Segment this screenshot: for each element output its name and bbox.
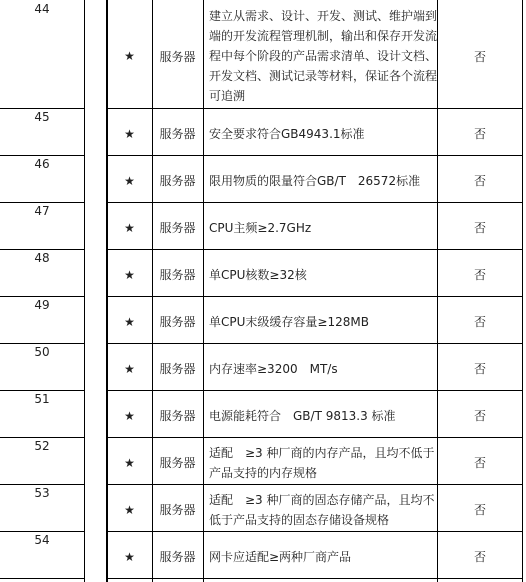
table-row	[0, 108, 526, 155]
compliance-answer: 否	[473, 409, 486, 423]
star-marker: ★	[124, 268, 135, 282]
compliance-answer: 否	[473, 362, 486, 376]
row-number: 54	[34, 533, 50, 547]
star-marker: ★	[124, 127, 135, 141]
requirement-text: 单CPU核数≥32核	[209, 268, 307, 282]
requirement-text: 单CPU末级缓存容量≥128MB	[209, 315, 369, 329]
compliance-answer: 否	[473, 503, 486, 517]
row-number: 46	[34, 157, 50, 171]
requirement-text: 适配 ≥3 种厂商的内存产品，且均不低于产品支持的内存规格	[209, 446, 435, 480]
table-row	[0, 249, 526, 296]
star-marker: ★	[124, 221, 135, 235]
table-row	[0, 155, 526, 202]
star-marker: ★	[124, 174, 135, 188]
row-number: 51	[34, 392, 50, 406]
device-type: 服务器	[159, 362, 196, 376]
compliance-answer: 否	[473, 550, 486, 564]
table-row	[0, 296, 526, 343]
table-row	[0, 343, 526, 390]
star-marker: ★	[124, 362, 135, 376]
table-row	[0, 0, 526, 108]
row-number: 52	[34, 439, 50, 453]
device-type: 服务器	[159, 221, 196, 235]
device-type: 服务器	[159, 50, 196, 64]
row-divider	[106, 578, 523, 579]
requirement-text: 限用物质的限量符合GB/T 26572标准	[209, 174, 421, 188]
star-marker: ★	[124, 550, 135, 564]
row-number: 53	[34, 486, 50, 500]
compliance-answer: 否	[473, 174, 486, 188]
compliance-answer: 否	[473, 268, 486, 282]
star-marker: ★	[124, 49, 135, 63]
requirement-text: 适配 ≥3 种厂商的固态存储产品，且均不低于产品支持的固态存储设备规格	[209, 493, 435, 527]
device-type: 服务器	[159, 127, 196, 141]
compliance-answer: 否	[473, 315, 486, 329]
star-marker: ★	[124, 456, 135, 470]
star-marker: ★	[124, 315, 135, 329]
table-row	[0, 437, 526, 484]
row-number: 48	[34, 251, 50, 265]
requirement-text: 网卡应适配≥两种厂商产品	[209, 550, 352, 564]
table-row	[0, 531, 526, 578]
row-number: 44	[34, 2, 50, 16]
table-row	[0, 390, 526, 437]
compliance-answer: 否	[473, 456, 486, 470]
compliance-answer: 否	[473, 221, 486, 235]
row-number: 45	[34, 110, 50, 124]
row-number: 47	[34, 204, 50, 218]
device-type: 服务器	[159, 268, 196, 282]
device-type: 服务器	[159, 503, 196, 517]
device-type: 服务器	[159, 456, 196, 470]
requirement-text: 电源能耗符合 GB/T 9813.3 标准	[209, 409, 396, 423]
compliance-answer: 否	[473, 127, 486, 141]
requirement-text: 安全要求符合GB4943.1标准	[209, 127, 365, 141]
row-divider	[0, 578, 84, 579]
star-marker: ★	[124, 503, 135, 517]
device-type: 服务器	[159, 550, 196, 564]
device-type: 服务器	[159, 409, 196, 423]
requirement-text: 内存速率≥3200 MT/s	[209, 362, 338, 376]
requirement-text: 建立从需求、设计、开发、测试、维护端到端的开发流程管理机制，输出和保存开发流程中每个阶段的产品需求清单、设计文档、开发文档、测试记录等材料，保证各个流程可追溯	[209, 9, 438, 103]
row-number: 49	[34, 298, 50, 312]
table-row	[0, 202, 526, 249]
star-marker: ★	[124, 409, 135, 423]
row-number: 50	[34, 345, 50, 359]
compliance-answer: 否	[473, 50, 486, 64]
device-type: 服务器	[159, 174, 196, 188]
device-type: 服务器	[159, 315, 196, 329]
table-row	[0, 484, 526, 531]
requirement-text: CPU主频≥2.7GHz	[209, 221, 312, 235]
